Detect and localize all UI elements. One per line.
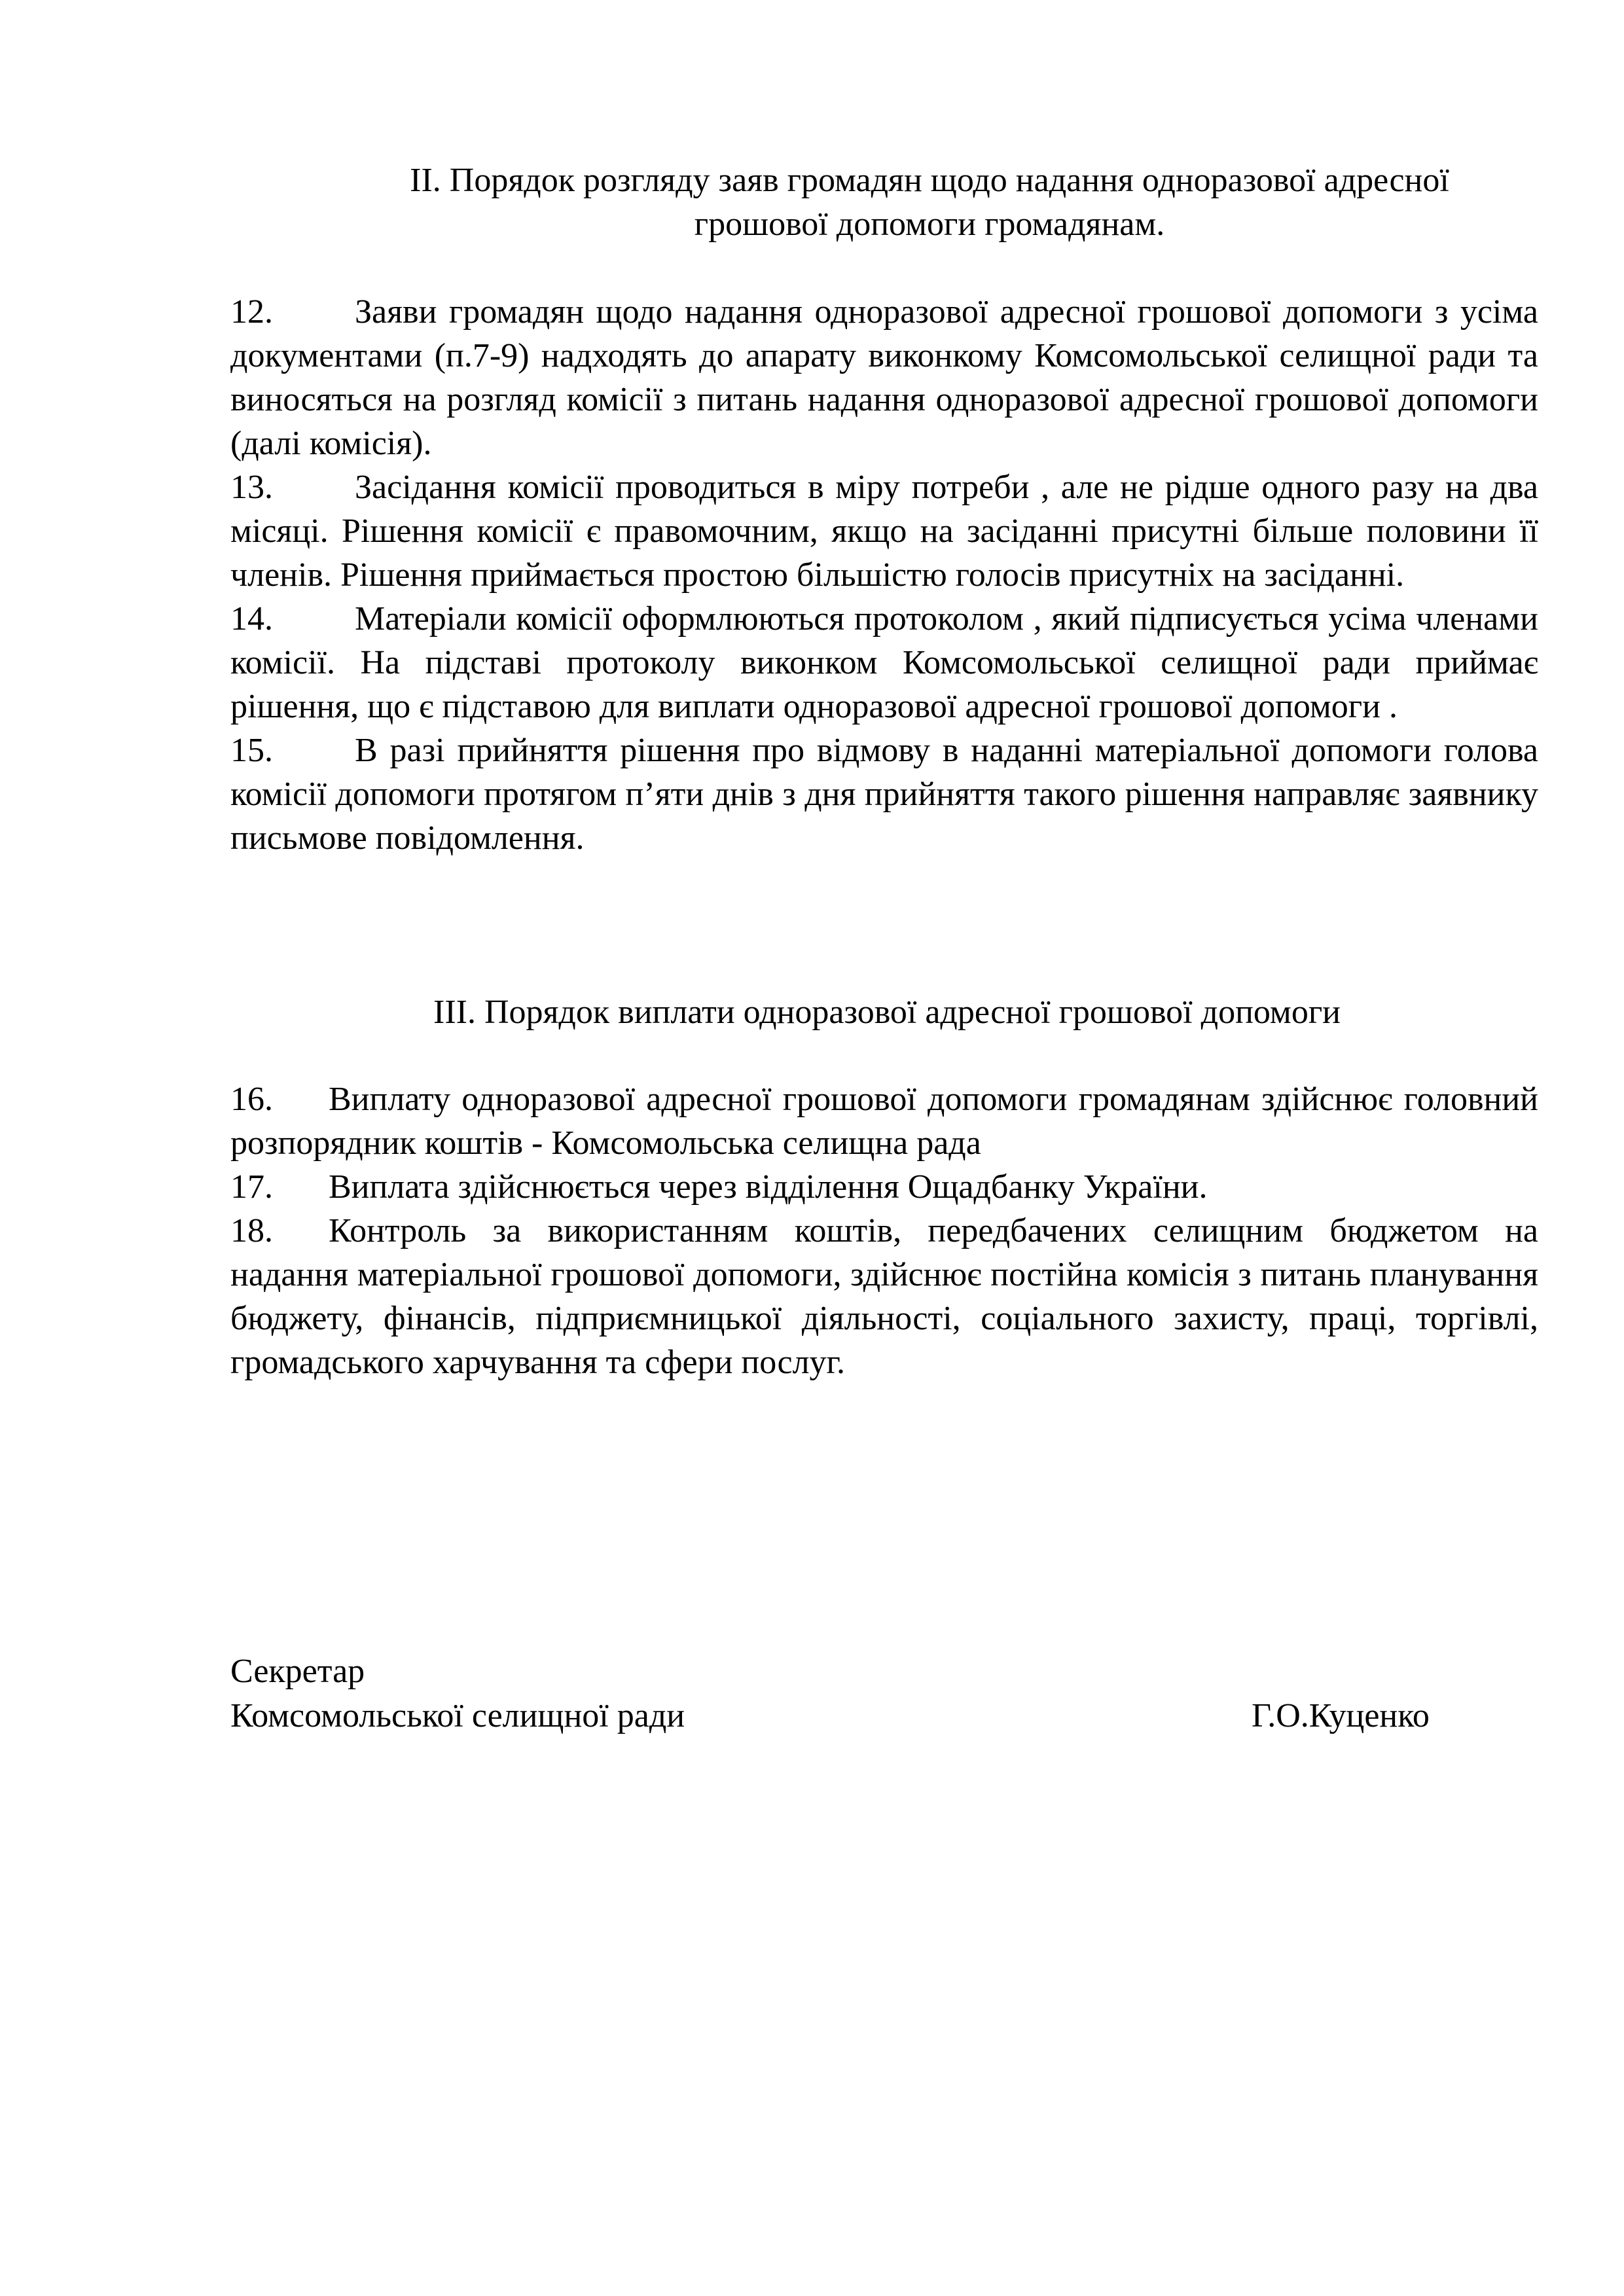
section-3-heading: ІІІ. Порядок виплати одноразової адресної грошової допомоги <box>433 994 1341 1031</box>
section-2-heading <box>327 158 1532 246</box>
clause-12 <box>230 290 1538 465</box>
clause-number: 12. <box>230 293 273 331</box>
section-2-heading-line-2: грошової допомоги громадянам. <box>694 206 1165 243</box>
clause-13 <box>230 465 1538 597</box>
clause-number: 18. <box>230 1212 273 1249</box>
clause-text: Заяви громадян щодо надання одноразової адресної грошової допомоги з усіма документами (п.7-9) надходять до апарату виконкому Комсомольської селищної ради та виносяться на розгляд комісії з питань надання одноразової адресної грошової допомоги (далі комісія). <box>230 293 1538 462</box>
clause-text: Матеріали комісії оформлюються протоколом , який підписується усіма членами комісії. На підставі протоколу виконком Комсомольської селищної ради приймає рішення, що є підставою для виплати одноразової адресної грошової допомоги . <box>230 600 1538 725</box>
clause-text: Виплата здійснюється через відділення Ощадбанку України. <box>329 1168 1208 1206</box>
clause-17 <box>230 1165 1538 1209</box>
clause-number: 17. <box>230 1168 273 1206</box>
clause-14 <box>230 597 1538 728</box>
clause-16 <box>230 1077 1538 1165</box>
clause-number: 15. <box>230 732 273 769</box>
signature-name: Г.О.Куценко <box>1252 1697 1430 1734</box>
clause-15 <box>230 728 1538 860</box>
clause-text: Контроль за використанням коштів, передбачених селищним бюджетом на надання матеріальної грошової допомоги, здійснює постійна комісія з питань планування бюджету, фінансів, підприємницької діяльності, соціального захисту, праці, торгівлі, громадського харчування та сфери послуг. <box>230 1212 1538 1381</box>
clause-text: Засідання комісії проводиться в міру потреби , але не рідше одного разу на два місяці. Рішення комісії є правомочним, якщо на засіданні присутні більше половини її членів. Рішення приймається простою більшістю голосів присутніх на засіданні. <box>230 469 1538 594</box>
clause-text: В разі прийняття рішення про відмову в наданні матеріальної допомоги голова комісії допомоги протягом п’яти днів з дня прийняття такого рішення направляє заявнику письмове повідомлення. <box>230 732 1538 857</box>
section-3-clauses <box>230 1077 1538 1384</box>
clause-18 <box>230 1209 1538 1384</box>
clause-number: 16. <box>230 1081 273 1118</box>
section-2-clauses <box>230 290 1538 860</box>
clause-text: Виплату одноразової адресної грошової допомоги громадянам здійснює головний розпорядник коштів - Комсомольська селищна рада <box>230 1081 1538 1162</box>
signature-title: Секретар <box>230 1653 365 1690</box>
section-2-heading-line-1: ІІ. Порядок розгляду заяв громадян щодо надання одноразової адресної <box>410 162 1449 199</box>
signature-organization: Комсомольської селищної ради <box>230 1697 685 1734</box>
clause-number: 14. <box>230 600 273 637</box>
clause-number: 13. <box>230 469 273 506</box>
